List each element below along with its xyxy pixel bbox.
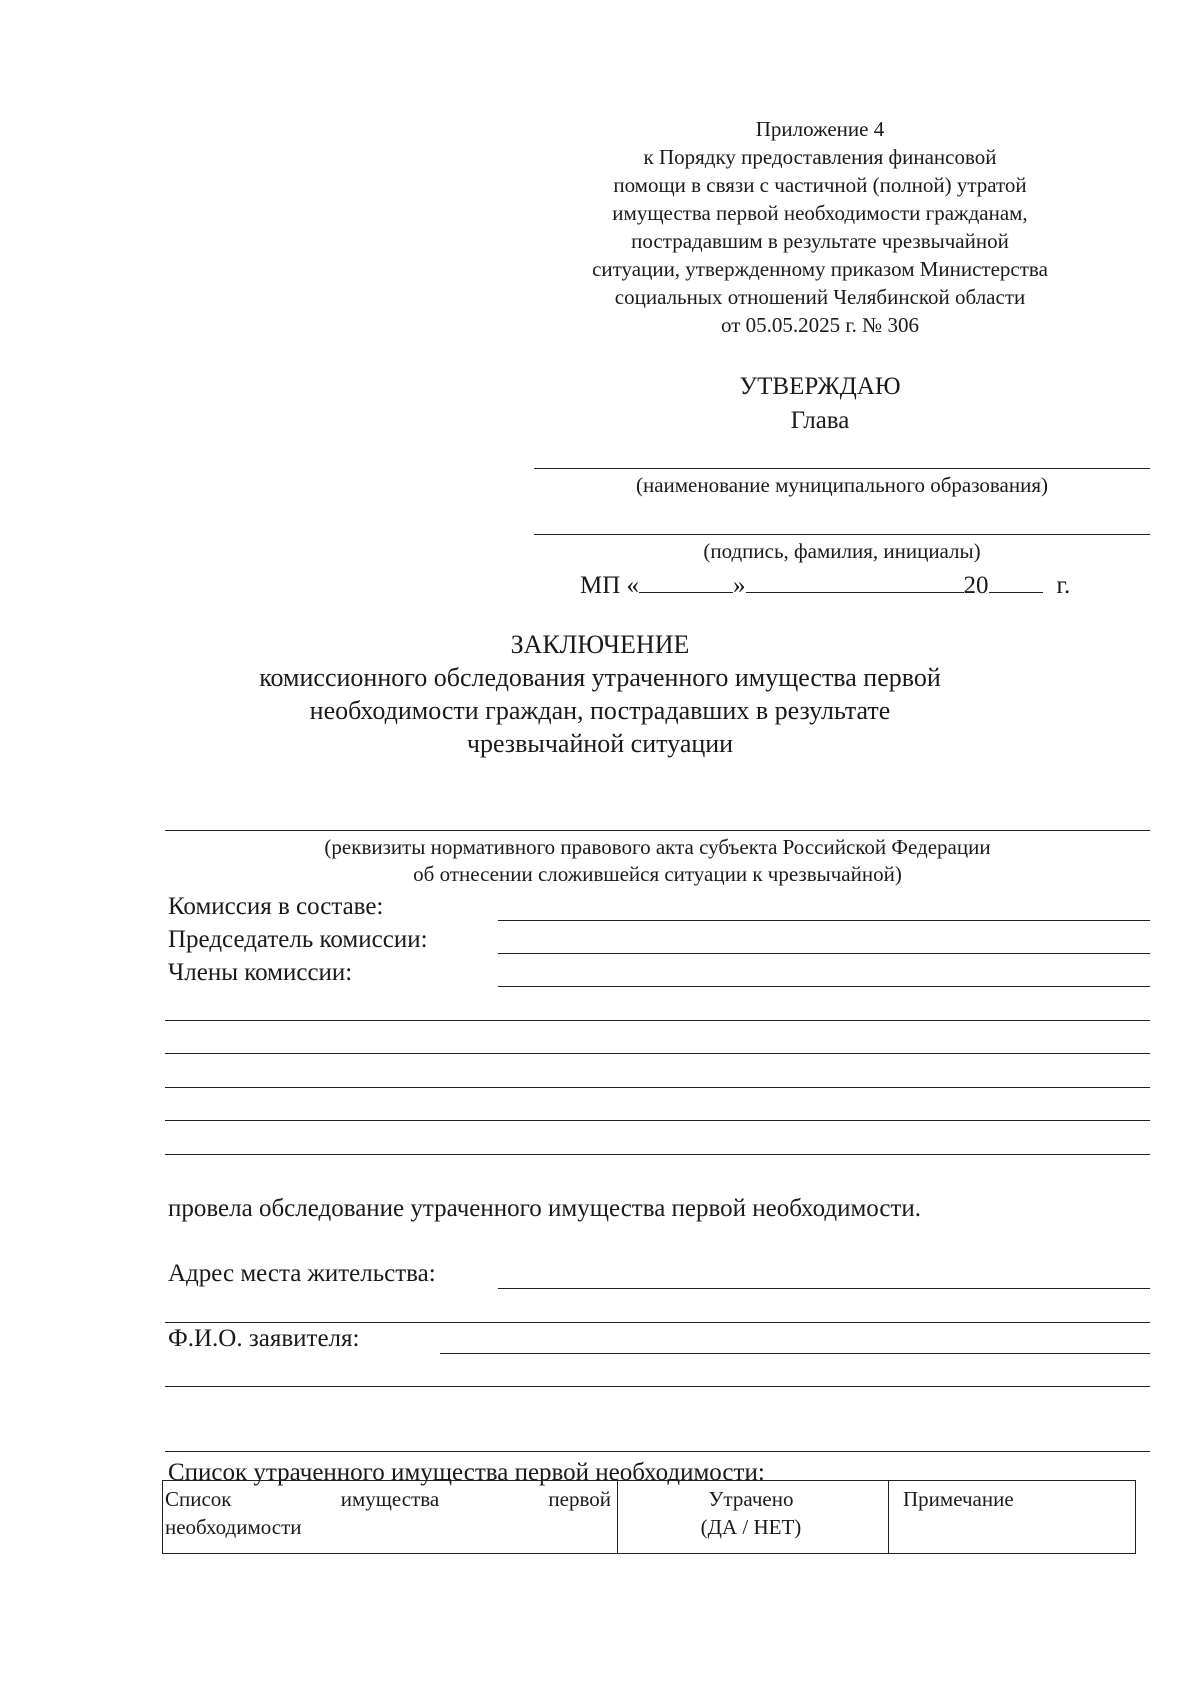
applicant-label: Ф.И.О. заявителя: bbox=[168, 1325, 360, 1352]
stamp-label: МП « bbox=[580, 572, 640, 599]
appendix-line: к Порядку предоставления финансовой bbox=[643, 145, 997, 169]
day-blank[interactable] bbox=[639, 566, 733, 593]
commission-composition-blank[interactable] bbox=[498, 920, 1150, 921]
appendix-line: от 05.05.2025 г. № 306 bbox=[721, 313, 919, 337]
header-cell-line: Примечание bbox=[903, 1487, 1014, 1511]
approval-heading: УТВЕРЖДАЮ bbox=[739, 373, 901, 400]
title-line: комиссионного обследования утраченного имущества первой bbox=[259, 663, 941, 692]
approval-position: Глава bbox=[790, 407, 850, 434]
header-cell-line: необходимости bbox=[165, 1515, 302, 1539]
stamp-date-line bbox=[580, 566, 1070, 602]
appendix-line: помощи в связи с частичной (полной) утратой bbox=[613, 173, 1027, 197]
header-cell-lost bbox=[618, 1481, 889, 1554]
appendix-line: Приложение 4 bbox=[755, 117, 885, 141]
year-prefix: 20 bbox=[963, 572, 989, 599]
header-cell-note bbox=[889, 1481, 1136, 1554]
applicant-blank[interactable] bbox=[440, 1353, 1150, 1354]
list-heading: Список утраченного имущества первой необходимости: bbox=[168, 1459, 765, 1486]
chairman-blank[interactable] bbox=[498, 953, 1150, 954]
appendix-line: пострадавшим в результате чрезвычайной bbox=[631, 229, 1009, 253]
year-suffix: г. bbox=[1056, 572, 1071, 599]
members-blank-line[interactable] bbox=[165, 1053, 1150, 1054]
members-blank-line[interactable] bbox=[165, 1087, 1150, 1088]
commission-composition-label: Комиссия в составе: bbox=[168, 893, 384, 920]
members-blank-line[interactable] bbox=[165, 1020, 1150, 1021]
municipality-caption: (наименование муниципального образования) bbox=[635, 473, 1049, 497]
title-line: чрезвычайной ситуации bbox=[466, 729, 734, 758]
header-cell-line: Список имущества первой bbox=[165, 1487, 611, 1511]
signature-blank-line[interactable] bbox=[534, 534, 1150, 535]
normative-act-caption-line2: об отнесении сложившейся ситуации к чрезвычайной) bbox=[413, 862, 902, 886]
members-blank-line[interactable] bbox=[165, 1120, 1150, 1121]
month-blank[interactable] bbox=[746, 566, 964, 593]
normative-act-caption-line1: (реквизиты нормативного правового акта субъекта Российской Федерации bbox=[324, 835, 991, 859]
header-cell-property-list bbox=[163, 1481, 618, 1554]
title-line: необходимости граждан, пострадавших в результате bbox=[309, 696, 891, 725]
signature-caption: (подпись, фамилия, инициалы) bbox=[703, 539, 981, 563]
quote-close: » bbox=[733, 572, 746, 599]
appendix-reference bbox=[540, 115, 1100, 339]
chairman-label: Председатель комиссии: bbox=[168, 926, 428, 953]
members-blank-line[interactable] bbox=[165, 1154, 1150, 1155]
applicant-blank-line[interactable] bbox=[165, 1386, 1150, 1387]
municipality-blank-line[interactable] bbox=[534, 468, 1150, 469]
header-cell-line: Утрачено bbox=[708, 1487, 794, 1511]
approval-block bbox=[540, 370, 1100, 438]
year-blank[interactable] bbox=[989, 566, 1043, 593]
survey-statement: провела обследование утраченного имущества первой необходимости. bbox=[168, 1195, 922, 1222]
applicant-blank-line[interactable] bbox=[165, 1451, 1150, 1452]
title-heading: ЗАКЛЮЧЕНИЕ bbox=[510, 630, 690, 659]
address-blank[interactable] bbox=[498, 1288, 1150, 1289]
document-title bbox=[160, 628, 1040, 760]
appendix-line: имущества первой необходимости гражданам, bbox=[612, 201, 1028, 225]
members-blank[interactable] bbox=[498, 986, 1150, 987]
header-cell-line: (ДА / НЕТ) bbox=[700, 1515, 802, 1539]
appendix-line: социальных отношений Челябинской области bbox=[614, 285, 1026, 309]
normative-act-blank-line[interactable] bbox=[165, 830, 1150, 831]
table-header-row bbox=[163, 1481, 1136, 1554]
members-label: Члены комиссии: bbox=[168, 959, 353, 986]
lost-property-table bbox=[162, 1480, 1136, 1554]
address-label: Адрес места жительства: bbox=[168, 1260, 436, 1287]
appendix-line: ситуации, утвержденному приказом Министерства bbox=[592, 257, 1048, 281]
